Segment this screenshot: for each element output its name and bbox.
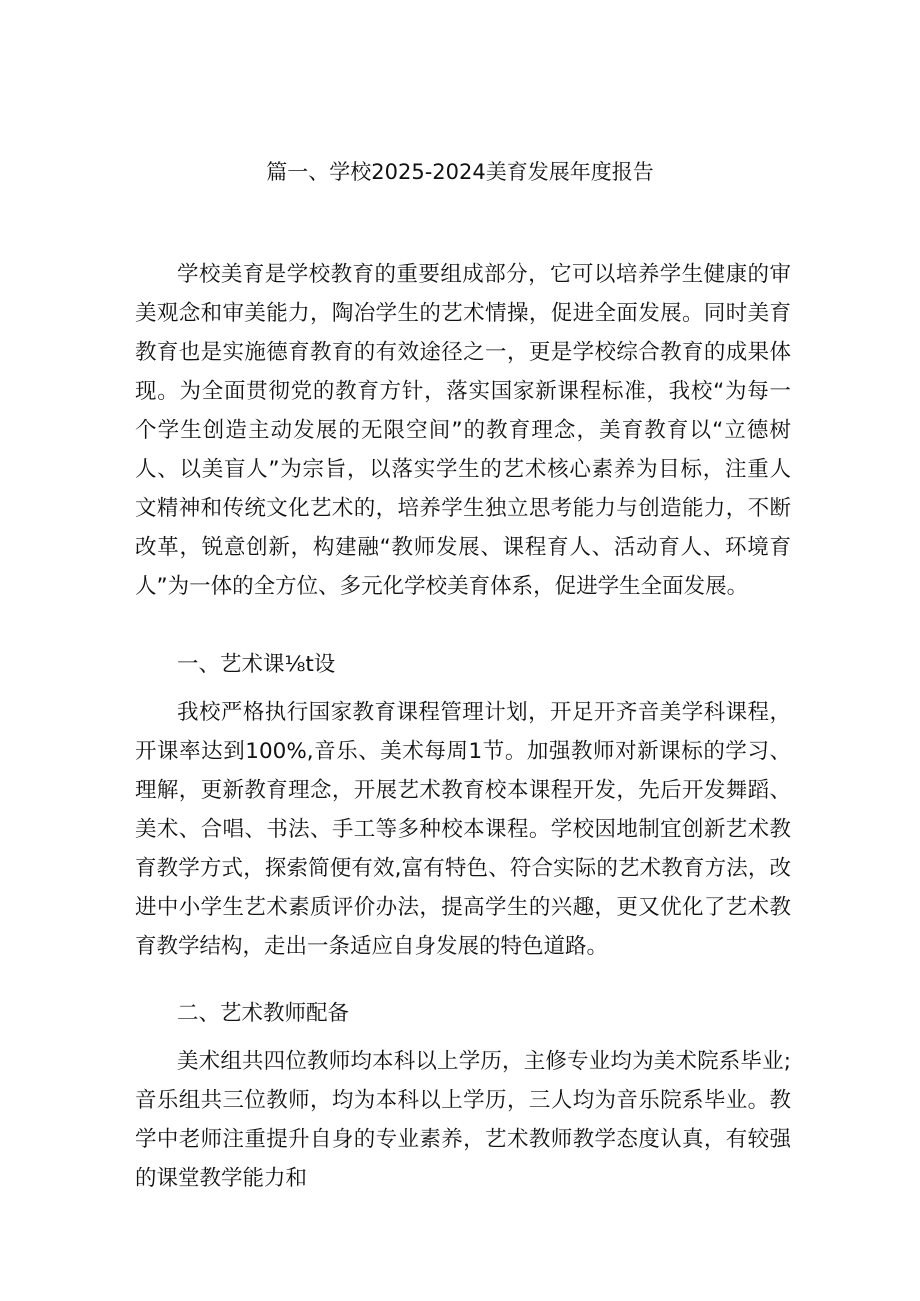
section-heading-art-courses: 一、艺术课⅛t设 bbox=[177, 652, 336, 677]
section-heading-art-teachers: 二、艺术教师配备 bbox=[177, 1001, 350, 1026]
document-title: 篇一、学校2025-2024美育发展年度报告 bbox=[266, 160, 654, 184]
paragraph-art-teachers: 美术组共四位教师均本科以上学历，主修专业均为美术院系毕业;音乐组共三位教师，均为本科以上学历，三人均为音乐院系毕业。教学中老师注重提升自身的专业素养，艺术教师教学态度认真，有较强的课堂教学能力和 bbox=[135, 1049, 791, 1191]
paragraph-art-courses: 我校严格执行国家教育课程管理计划，开足开齐音美学科课程，开课率达到100%,音乐、美术每周1节。加强教师对新课标的学习、理解，更新教育理念，开展艺术教育校本课程开发，先后开发舞蹈、美术、合唱、书法、手工等多种校本课程。学校因地制宜创新艺术教育教学方式，探索简便有效,富有特色、符合实际的艺术教育方法，改进中小学生艺术素质评价办法，提高学生的兴趣，更又优化了艺术教育教学结构，走出一条适应自身发展的特色道路。 bbox=[135, 700, 791, 959]
paragraph-intro: 学校美育是学校教育的重要组成部分，它可以培养学生健康的审美观念和审美能力，陶冶学生的艺术情操，促进全面发展。同时美育教育也是实施德育教育的有效途径之一，更是学校综合教育的成果体现。为全面贯彻党的教育方针，落实国家新课程标准，我校“为每一个学生创造主动发展的无限空间”的教育理念，美育教育以“立德树人、以美盲人”为宗旨，以落实学生的艺术核心素养为目标，注重人文精神和传统文化艺术的，培养学生独立思考能力与创造能力，不断改革，锐意创新，构建融“教师发展、课程育人、活动育人、环境育人”为一体的全方位、多元化学校美育体系，促进学生全面发展。 bbox=[135, 262, 791, 599]
